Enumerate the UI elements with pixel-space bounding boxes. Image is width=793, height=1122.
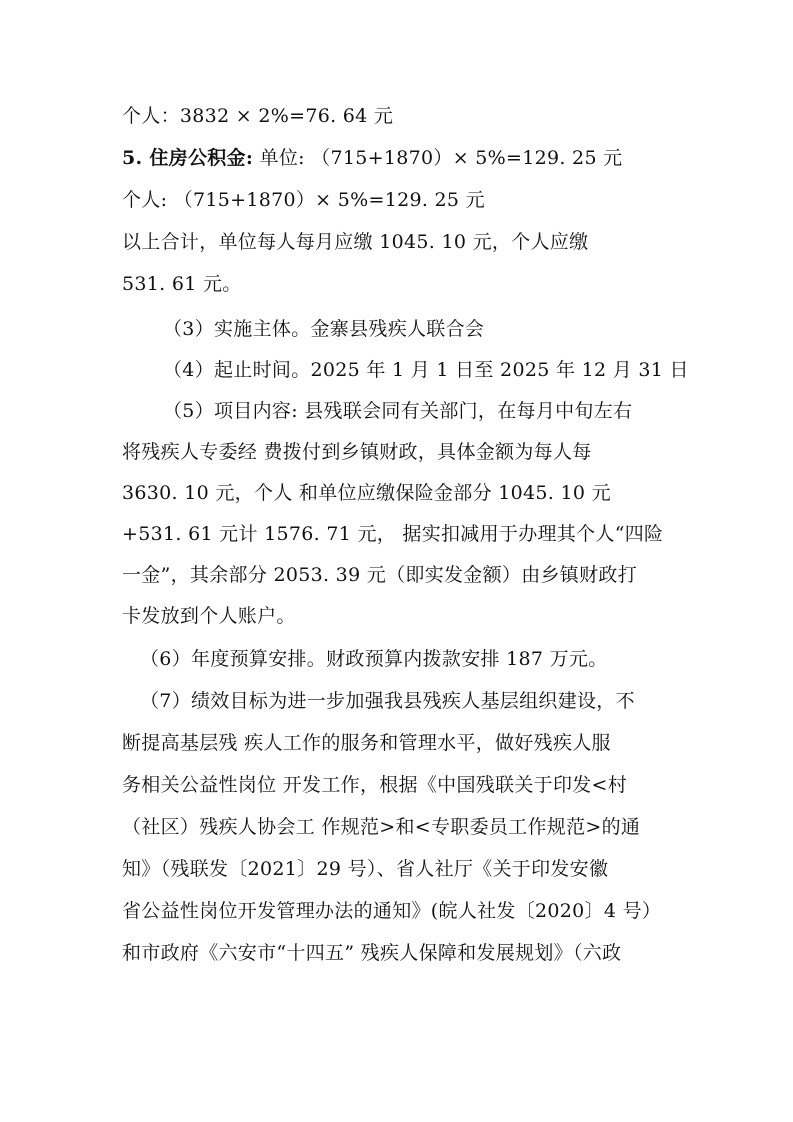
text-line: 3630. 10 元，个人 和单位应缴保险金部分 1045. 10 元 (122, 482, 611, 504)
section-heading: 5. 住房公积金: (122, 147, 254, 169)
text-line: （3）实施主体。金寨县残疾人联合会 (163, 318, 485, 340)
text-line: 一金”，其余部分 2053. 39 元（即实发金额）由乡镇财政打 (122, 564, 638, 586)
text-line: 省公益性岗位开发管理办法的通知》(皖人社发〔2020〕4 号） (122, 900, 662, 922)
text-line: 将残疾人专委经 费拨付到乡镇财政，具体金额为每人每 (122, 441, 592, 463)
text-line: 和市政府《六安市“十四五” 残疾人保障和发展规划》（六政 (122, 942, 622, 964)
text-line: （4）起止时间。2025 年 1 月 1 日至 2025 年 12 月 31 日 (163, 359, 689, 381)
text-line: 以上合计，单位每人每月应缴 1045. 10 元，个人应缴 (122, 231, 589, 253)
text-line (122, 145, 622, 171)
text-line: 卡发放到个人账户。 (122, 605, 296, 627)
text-line: 531. 61 元。 (122, 273, 242, 295)
text-line: 务相关公益性岗位 开发工作，根据《中国残联关于印发<村 (122, 774, 628, 796)
text-line: 断提高基层残 疾人工作的服务和管理水平，做好残疾人服 (122, 732, 611, 754)
text-line: 个人: （715+1870）× 5%=129. 25 元 (122, 189, 485, 211)
text-line: （社区）残疾人协会工 作规范>和<专职委员工作规范>的通 (122, 816, 641, 838)
text-line: 个人：3832 × 2%=76. 64 元 (122, 105, 394, 127)
text-span: 单位: （715+1870）× 5%=129. 25 元 (259, 147, 623, 169)
text-line: （5）项目内容: 县残联会同有关部门，在每月中旬左右 (163, 400, 633, 422)
text-line: +531. 61 元计 1576. 71 元， 据实扣减用于办理其个人“四险 (122, 523, 664, 545)
text-line: （7）绩效目标为进一步加强我县残疾人基层组织建设，不 (140, 690, 635, 712)
text-line: （6）年度预算安排。财政预算内拨款安排 187 万元。 (140, 648, 608, 670)
text-line: 知》（残联发〔2021〕29 号）、省人社厅《关于印发安徽 (122, 858, 609, 880)
